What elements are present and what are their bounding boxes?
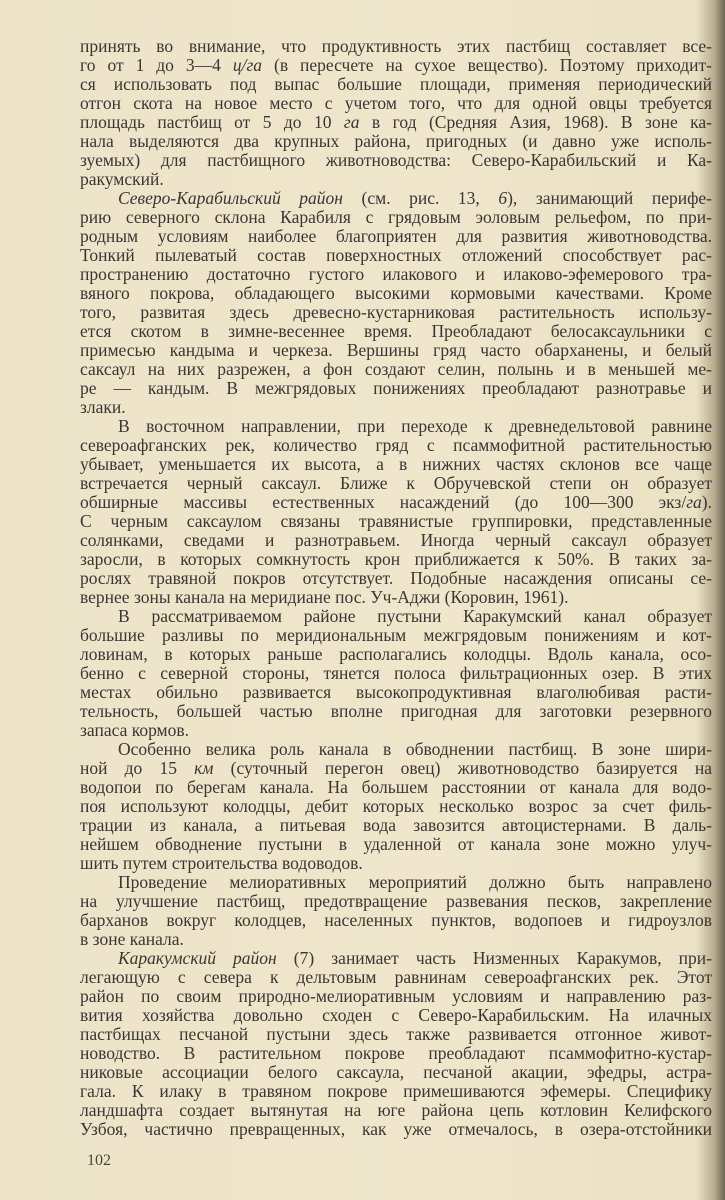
text-segment: запаса кормов.: [80, 720, 190, 740]
paragraph: [80, 189, 712, 417]
page-body-text: [80, 37, 712, 1139]
text-segment: отгон скота на новое место с учетом того, что для одной овцы требуется: [80, 93, 712, 113]
text-segment: (7) занимает часть Низменных Каракумов, при-: [276, 948, 712, 968]
text-line: [80, 797, 712, 816]
text-line: [80, 664, 712, 683]
text-segment: легающую с севера к дельтовым равнинам североафганских рек. Этот: [80, 967, 712, 987]
text-segment: поя используют колодцы, дебит которых несколько возрос за счет филь-: [80, 796, 712, 816]
text-segment: площадь пастбищ от 5 до 10: [80, 112, 344, 132]
text-segment: большие разливы по меридиональным межгрядовым понижениям и кот-: [80, 625, 712, 645]
text-line: [80, 550, 712, 569]
italic-text-segment: 6: [498, 188, 508, 208]
text-segment: нейшем обводнение пустыни в удаленной от канала зоне можно улуч-: [80, 834, 712, 854]
text-segment: никовые ассоциации белого саксаула, песчаной акации, эфедры, астра-: [80, 1062, 712, 1082]
text-segment: В рассматриваемом районе пустыни Каракумский канал образует: [118, 606, 712, 626]
paragraph: [80, 417, 712, 607]
text-segment: Тонкий пылеватый состав поверхностных отложений способствует рас-: [80, 245, 712, 265]
text-segment: шить путем строительства водоводов.: [80, 853, 363, 873]
text-line: [80, 436, 712, 455]
text-line: [80, 930, 712, 949]
text-line: [80, 588, 712, 607]
text-line: [80, 835, 712, 854]
text-segment: ловинам, в которых раньше располагались колодцы. Вдоль канала, осо-: [80, 644, 712, 664]
text-segment: водопои по берегам канала. На большем расстоянии от канала для водо-: [80, 777, 712, 797]
text-segment: зуемых) для пастбищного животноводства: Северо-Карабильский и Ка-: [80, 150, 712, 170]
text-line: [80, 1044, 712, 1063]
text-line: [80, 113, 712, 132]
text-segment: (в пересчете на сухое вещество). Поэтому приходит-: [262, 55, 712, 75]
text-segment: (суточный перегон овец) животноводство базируется на: [213, 758, 712, 778]
text-segment: вития хозяйства довольно сходен с Северо-Карабильским. На илачных: [80, 1005, 712, 1025]
text-line: [80, 949, 712, 968]
text-line: [80, 1101, 712, 1120]
text-line: [80, 493, 712, 512]
text-line: [80, 569, 712, 588]
text-line: [80, 645, 712, 664]
text-segment: ), занимающий перифе-: [507, 188, 713, 208]
text-segment: пространению достаточно густого илакового и илаково-эфемерового тра-: [80, 264, 712, 284]
text-segment: (см. рис. 13,: [342, 188, 499, 208]
text-line: [80, 1120, 712, 1139]
italic-text-segment: га: [686, 492, 702, 512]
text-line: [80, 379, 712, 398]
paragraph: [80, 740, 712, 873]
text-segment: вяного покрова, обладающего высокими кормовыми качествами. Кроме: [80, 283, 712, 303]
text-segment: злаки.: [80, 397, 126, 417]
text-line: [80, 75, 712, 94]
text-line: [80, 778, 712, 797]
text-line: [80, 303, 712, 322]
text-segment: Особенно велика роль канала в обводнении пастбищ. В зоне шири-: [118, 739, 712, 759]
text-segment: заросли, в которых сомкнутость крон приближается к 50%. В таких за-: [80, 549, 712, 569]
page-number: 102: [87, 1152, 111, 1169]
text-segment: рослях травяной покров отсутствует. Подобные насаждения описаны се-: [80, 568, 712, 588]
paragraph: [80, 873, 712, 949]
text-segment: саксаул на них разрежен, а фон создают селин, полынь и в меньшей ме-: [80, 359, 712, 379]
paragraph: [80, 607, 712, 740]
text-line: [80, 189, 712, 208]
text-line: [80, 873, 712, 892]
text-line: [80, 1006, 712, 1025]
text-segment: ).: [701, 492, 712, 512]
text-line: [80, 626, 712, 645]
text-line: [80, 341, 712, 360]
text-segment: ракумский.: [80, 169, 164, 189]
text-segment: ре — кандым. В межгрядовых понижениях преобладают разнотравье и: [80, 378, 712, 398]
text-segment: ной до 15: [80, 758, 195, 778]
text-segment: обширные массивы естественных насаждений (до 100—300 экз/: [80, 492, 687, 512]
text-line: [80, 607, 712, 626]
text-segment: барханов вокруг колодцев, населенных пунктов, водопоев и гидроузлов: [80, 910, 712, 930]
text-segment: Узбоя, частично превращенных, как уже отмечалось, в озера-отстойники: [80, 1119, 712, 1139]
text-segment: С черным саксаулом связаны травянистые группировки, представленные: [80, 511, 712, 531]
text-line: [80, 170, 712, 189]
text-line: [80, 246, 712, 265]
text-line: [80, 1082, 712, 1101]
text-segment: в зоне канала.: [80, 929, 184, 949]
text-segment: местах обильно развивается высокопродуктивная влаголюбивая расти-: [80, 682, 712, 702]
text-segment: бенно с северной стороны, тянется полоса фильтрационных озер. В этих: [80, 663, 712, 683]
text-segment: ландшафта создает вытянутая на юге района цепь котловин Келифского: [80, 1100, 712, 1120]
text-segment: убывает, уменьшается их высота, а в нижних частях склонов все чаще: [80, 454, 712, 474]
text-line: [80, 683, 712, 702]
text-segment: новодство. В растительном покрове преобладают псаммофитно-кустар-: [80, 1043, 712, 1063]
text-segment: североафганских рек, количество гряд с псаммофитной растительностью: [80, 435, 712, 455]
text-line: [80, 816, 712, 835]
text-line: [80, 721, 712, 740]
text-segment: примесью кандыма и черкеза. Вершины гряд часто обарханены, и белый: [80, 340, 712, 360]
text-line: [80, 227, 712, 246]
text-line: [80, 132, 712, 151]
italic-text-segment: га: [343, 112, 360, 132]
text-line: [80, 512, 712, 531]
italic-text-segment: км: [194, 758, 214, 778]
text-segment: тельность, большей частью вполне пригодная для заготовки резервного: [80, 701, 712, 721]
text-line: [80, 284, 712, 303]
text-segment: в год (Средняя Азия, 1968). В зоне ка-: [359, 112, 712, 132]
text-line: [80, 759, 712, 778]
text-line: [80, 151, 712, 170]
text-segment: вернее зоны канала на меридиане пос. Уч-Аджи (Коровин, 1961).: [80, 587, 569, 607]
text-line: [80, 854, 712, 873]
text-segment: го от 1 до 3—4: [80, 55, 233, 75]
text-segment: солянками, сведами и разнотравьем. Иногда черный саксаул образует: [80, 530, 712, 550]
text-line: [80, 56, 712, 75]
text-segment: ется скотом в зимне-весеннее время. Преобладают белосаксаульники с: [80, 321, 712, 341]
paragraph: [80, 37, 712, 189]
text-segment: ся использовать под выпас большие площади, применяя периодический: [80, 74, 712, 94]
text-segment: трации из канала, а питьевая вода завозится автоцистернами. В даль-: [80, 815, 712, 835]
text-line: [80, 208, 712, 227]
text-segment: район по своим природно-мелиоративным условиям и направлению раз-: [80, 986, 712, 1006]
text-line: [80, 94, 712, 113]
text-line: [80, 1025, 712, 1044]
text-segment: принять во внимание, что продуктивность этих пастбищ составляет все-: [80, 36, 712, 56]
text-line: [80, 417, 712, 436]
italic-text-segment: ц/га: [232, 55, 263, 75]
text-segment: родным условиям наиболее благоприятен для развития животноводства.: [80, 226, 712, 246]
text-line: [80, 265, 712, 284]
paragraph: [80, 949, 712, 1139]
text-line: [80, 1063, 712, 1082]
text-line: [80, 968, 712, 987]
text-line: [80, 398, 712, 417]
text-line: [80, 531, 712, 550]
text-segment: рию северного склона Карабиля с грядовым эоловым рельефом, по при-: [80, 207, 712, 227]
text-segment: на улучшение пастбищ, предотвращение развевания песков, закрепление: [80, 891, 712, 911]
text-segment: В восточном направлении, при переходе к древнедельтовой равнине: [118, 416, 712, 436]
italic-text-segment: Каракумский район: [118, 948, 277, 968]
text-segment: нала выделяются два крупных района, пригодных (и давно уже исполь-: [80, 131, 712, 151]
text-line: [80, 322, 712, 341]
text-segment: того, развитая здесь древесно-кустарниковая растительность использу-: [80, 302, 712, 322]
italic-text-segment: Северо-Карабильский район: [118, 188, 343, 208]
text-line: [80, 360, 712, 379]
text-line: [80, 455, 712, 474]
text-segment: пастбищах песчаной пустыни здесь также развивается отгонное живот-: [80, 1024, 712, 1044]
text-segment: Проведение мелиоративных мероприятий должно быть направлено: [118, 872, 712, 892]
text-line: [80, 702, 712, 721]
text-line: [80, 911, 712, 930]
text-segment: гала. К илаку в травяном покрове примешиваются эфемеры. Специфику: [80, 1081, 712, 1101]
text-line: [80, 740, 712, 759]
text-line: [80, 474, 712, 493]
text-line: [80, 37, 712, 56]
text-line: [80, 987, 712, 1006]
text-line: [80, 892, 712, 911]
text-segment: встречается черный саксаул. Ближе к Обручевской степи он образует: [80, 473, 712, 493]
